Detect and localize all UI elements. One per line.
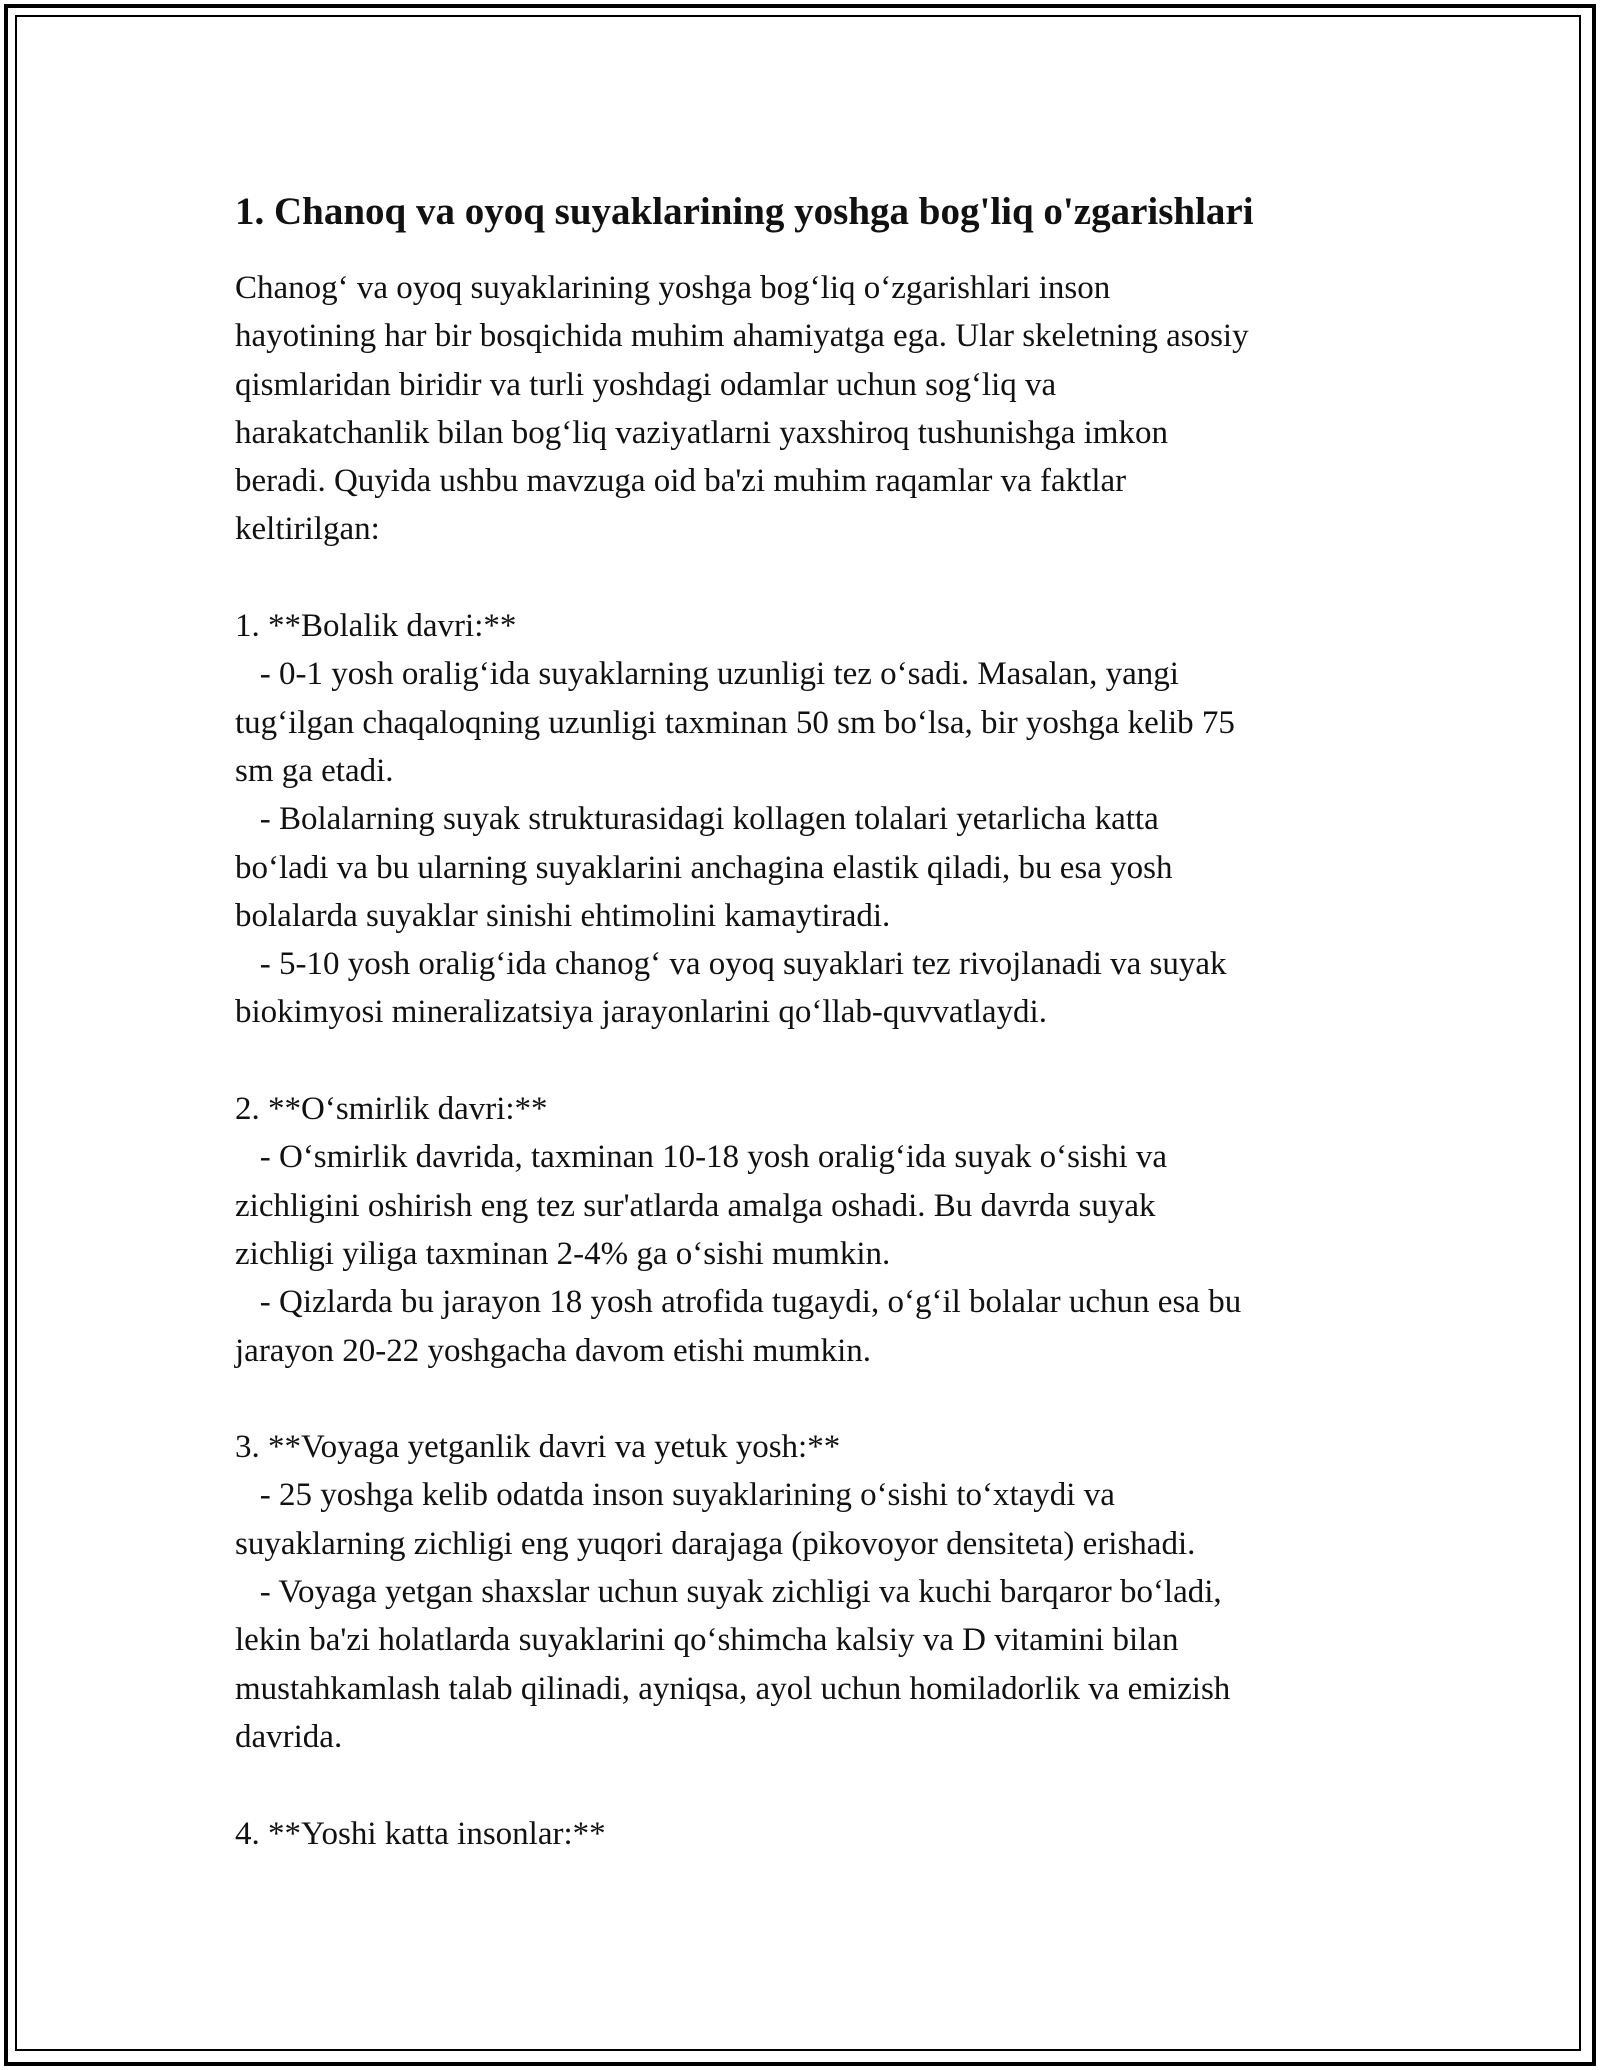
text-line: - Bolalarning suyak strukturasidagi kollagen tolalari yetarlicha katta — [235, 801, 1159, 838]
blank-line — [235, 1761, 1385, 1809]
blank-line — [235, 1375, 1385, 1423]
text-line: qismlaridan biridir va turli yoshdagi odamlar uchun sog‘liq va — [235, 366, 1057, 403]
document-body — [235, 186, 1385, 1858]
text-line: Chanog‘ va oyoq suyaklarining yoshga bog‘liq o‘zgarishlari inson — [235, 270, 1111, 306]
text-line: lekin ba'zi holatlarda suyaklarini qo‘shimcha kalsiy va D vitamini bilan — [235, 1622, 1179, 1659]
text-line: harakatchanlik bilan bog‘liq vaziyatlarni yaxshiroq tushunishga imkon — [235, 414, 1168, 451]
text-line: biokimyosi mineralizatsiya jarayonlarini qo‘llab-quvvatlaydi. — [235, 994, 1047, 1031]
blank-line — [235, 554, 1385, 602]
text-line: - 5-10 yosh oralig‘ida chanog‘ va oyoq suyaklari tez rivojlanadi va suyak — [235, 946, 1227, 983]
text-line: keltirilgan: — [235, 511, 380, 548]
text-line: - Qizlarda bu jarayon 18 yosh atrofida tugaydi, o‘g‘il bolalar uchun esa bu — [235, 1284, 1242, 1321]
text-line: 4. **Yoshi katta insonlar:** — [235, 1815, 606, 1852]
text-line: bo‘ladi va bu ularning suyaklarini anchagina elastik qiladi, bu esa yosh — [235, 849, 1173, 886]
text-line: - 25 yoshga kelib odatda inson suyaklarining o‘sishi to‘xtaydi va — [235, 1477, 1115, 1514]
text-line: tug‘ilgan chaqaloqning uzunligi taxminan 50 sm bo‘lsa, bir yoshga kelib 75 — [235, 704, 1235, 741]
text-line: jarayon 20-22 yoshgacha davom etishi mumkin. — [235, 1332, 872, 1369]
text-line: davrida. — [235, 1718, 343, 1755]
text-line: hayotining har bir bosqichida muhim ahamiyatga ega. Ular skeletning asosiy — [235, 318, 1249, 355]
text-line: - O‘smirlik davrida, taxminan 10-18 yosh oralig‘ida suyak o‘sishi va — [235, 1139, 1168, 1176]
text-line: beradi. Quyida ushbu mavzuga oid ba'zi muhim raqamlar va faktlar — [235, 463, 1127, 500]
text-line: zichligini oshirish eng tez sur'atlarda amalga oshadi. Bu davrda suyak — [235, 1187, 1156, 1224]
text-line: zichligi yiliga taxminan 2-4% ga o‘sishi mumkin. — [235, 1235, 891, 1272]
text-line: 1. **Bolalik davri:** — [235, 608, 517, 645]
document-title: 1. Chanoq va oyoq suyaklarining yoshga bog'liq o'zgarishlari — [235, 190, 1254, 233]
text-line: suyaklarning zichligi eng yuqori darajaga (pikovoyor densiteta) erishadi. — [235, 1525, 1196, 1562]
text-line: bolalarda suyaklar sinishi ehtimolini kamaytiradi. — [235, 897, 891, 934]
text-line: 2. **O‘smirlik davri:** — [235, 1091, 548, 1128]
text-line: - 0-1 yosh oralig‘ida suyaklarning uzunligi tez o‘sadi. Masalan, yangi — [235, 656, 1179, 693]
document-text — [235, 264, 1385, 1858]
text-line: sm ga etadi. — [235, 752, 394, 789]
text-line: mustahkamlash talab qilinadi, ayniqsa, ayol uchun homiladorlik va emizish — [235, 1670, 1231, 1707]
blank-line — [235, 1037, 1385, 1085]
text-line: - Voyaga yetgan shaxslar uchun suyak zichligi va kuchi barqaror bo‘ladi, — [235, 1574, 1222, 1611]
text-line: 3. **Voyaga yetganlik davri va yetuk yosh:** — [235, 1429, 841, 1466]
